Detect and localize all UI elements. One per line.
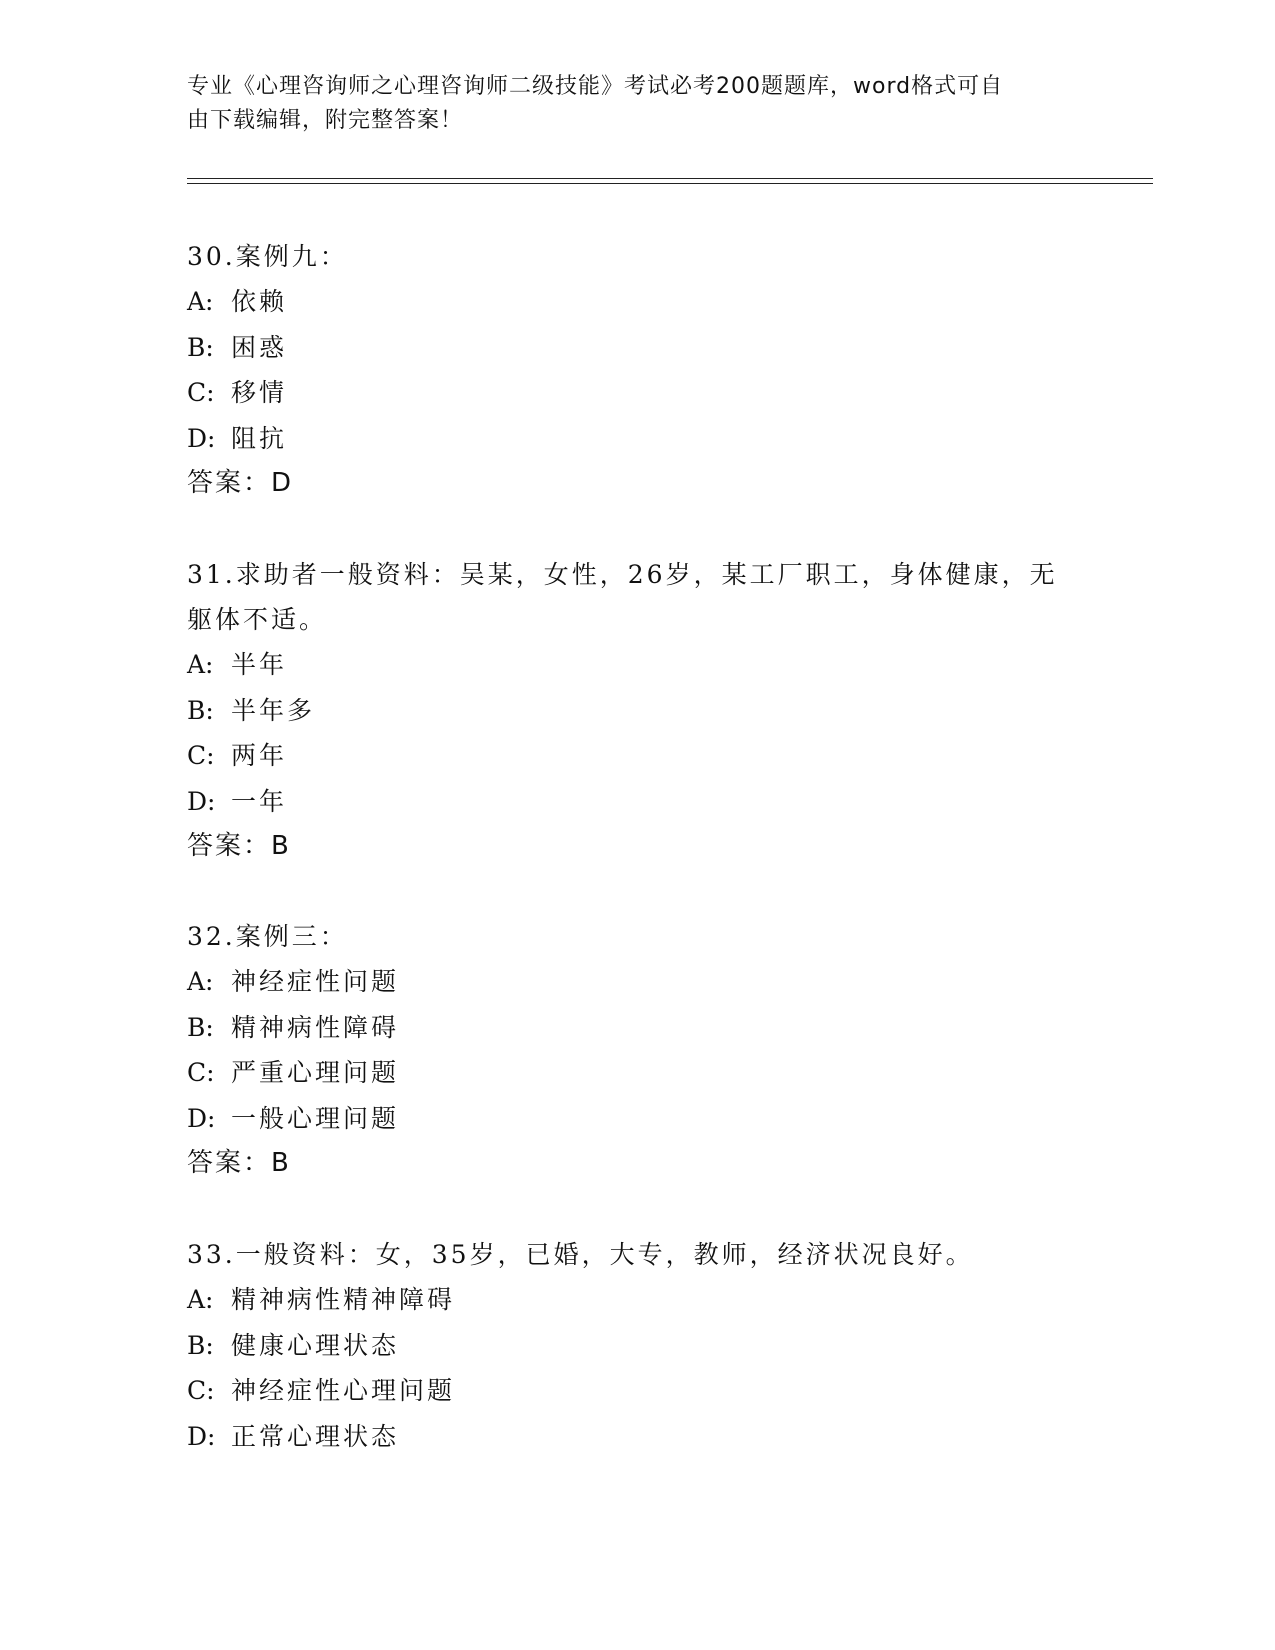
option-text: 依赖 [231,287,288,316]
option-label: A: [187,967,214,996]
option-text: 精神病性障碍 [231,1012,400,1042]
option-label: C: [187,1376,215,1405]
option-d [187,416,1087,462]
option-c [187,733,1087,779]
option-text: 阻抗 [231,423,288,453]
question-31 [187,552,1087,869]
option-c [187,1368,1087,1414]
option-text: 神经症性问题 [231,967,400,996]
header-divider-bottom [187,183,1153,184]
option-c [187,370,1087,416]
question-33 [187,1232,1087,1459]
option-label: B: [187,1012,214,1042]
option-text: 精神病性精神障碍 [231,1285,456,1314]
option-label: B: [187,332,214,362]
option-label: D: [187,786,216,816]
option-text: 正常心理状态 [231,1421,400,1451]
question-stem: 33.一般资料：女，35岁，已婚，大专，教师，经济状况良好。 [187,1240,974,1269]
option-label: A: [187,650,214,679]
document-header [187,70,1067,138]
option-text: 困惑 [231,332,288,362]
option-label: D: [187,423,216,453]
option-label: A: [187,1285,214,1314]
option-text: 一年 [231,786,288,816]
question-stem [187,552,1087,642]
option-label: C: [187,741,215,770]
option-d [187,1096,1087,1142]
option-label: D: [187,1421,216,1451]
option-text: 半年多 [231,695,316,725]
option-a [187,1277,1087,1323]
option-text: 神经症性心理问题 [231,1376,456,1405]
option-text: 半年 [231,650,288,679]
option-text: 两年 [231,741,288,770]
question-32 [187,914,1087,1186]
question-stem-line-2: 躯体不适。 [187,605,328,634]
option-label: A: [187,287,214,316]
option-text: 健康心理状态 [231,1330,400,1360]
option-b [187,688,1087,734]
option-b [187,1005,1087,1051]
option-text: 严重心理问题 [231,1058,400,1087]
option-text: 一般心理问题 [231,1103,400,1133]
question-stem: 32.案例三： [187,922,348,951]
option-c [187,1050,1087,1096]
option-b [187,1323,1087,1369]
option-label: D: [187,1103,216,1133]
option-a [187,642,1087,688]
option-b [187,325,1087,371]
header-line-1: 专业《心理咨询师之心理咨询师二级技能》考试必考200题题库，word格式可自 [187,74,1004,99]
option-a [187,279,1087,325]
option-d [187,779,1087,825]
option-d [187,1414,1087,1460]
question-stem-line-1: 31.求助者一般资料：吴某，女性，26岁，某工厂职工，身体健康，无 [187,560,1058,589]
header-line-2: 由下载编辑，附完整答案！ [187,108,464,133]
option-text: 移情 [231,378,288,407]
option-label: C: [187,1058,215,1087]
question-30 [187,234,1087,506]
header-divider-top [187,178,1153,179]
option-label: C: [187,378,215,407]
answer: 答案：B [187,831,291,861]
option-label: B: [187,1330,214,1360]
option-label: B: [187,695,214,725]
answer: 答案：D [187,468,294,498]
answer: 答案：B [187,1148,291,1178]
option-a [187,959,1087,1005]
question-stem: 30.案例九： [187,242,348,271]
